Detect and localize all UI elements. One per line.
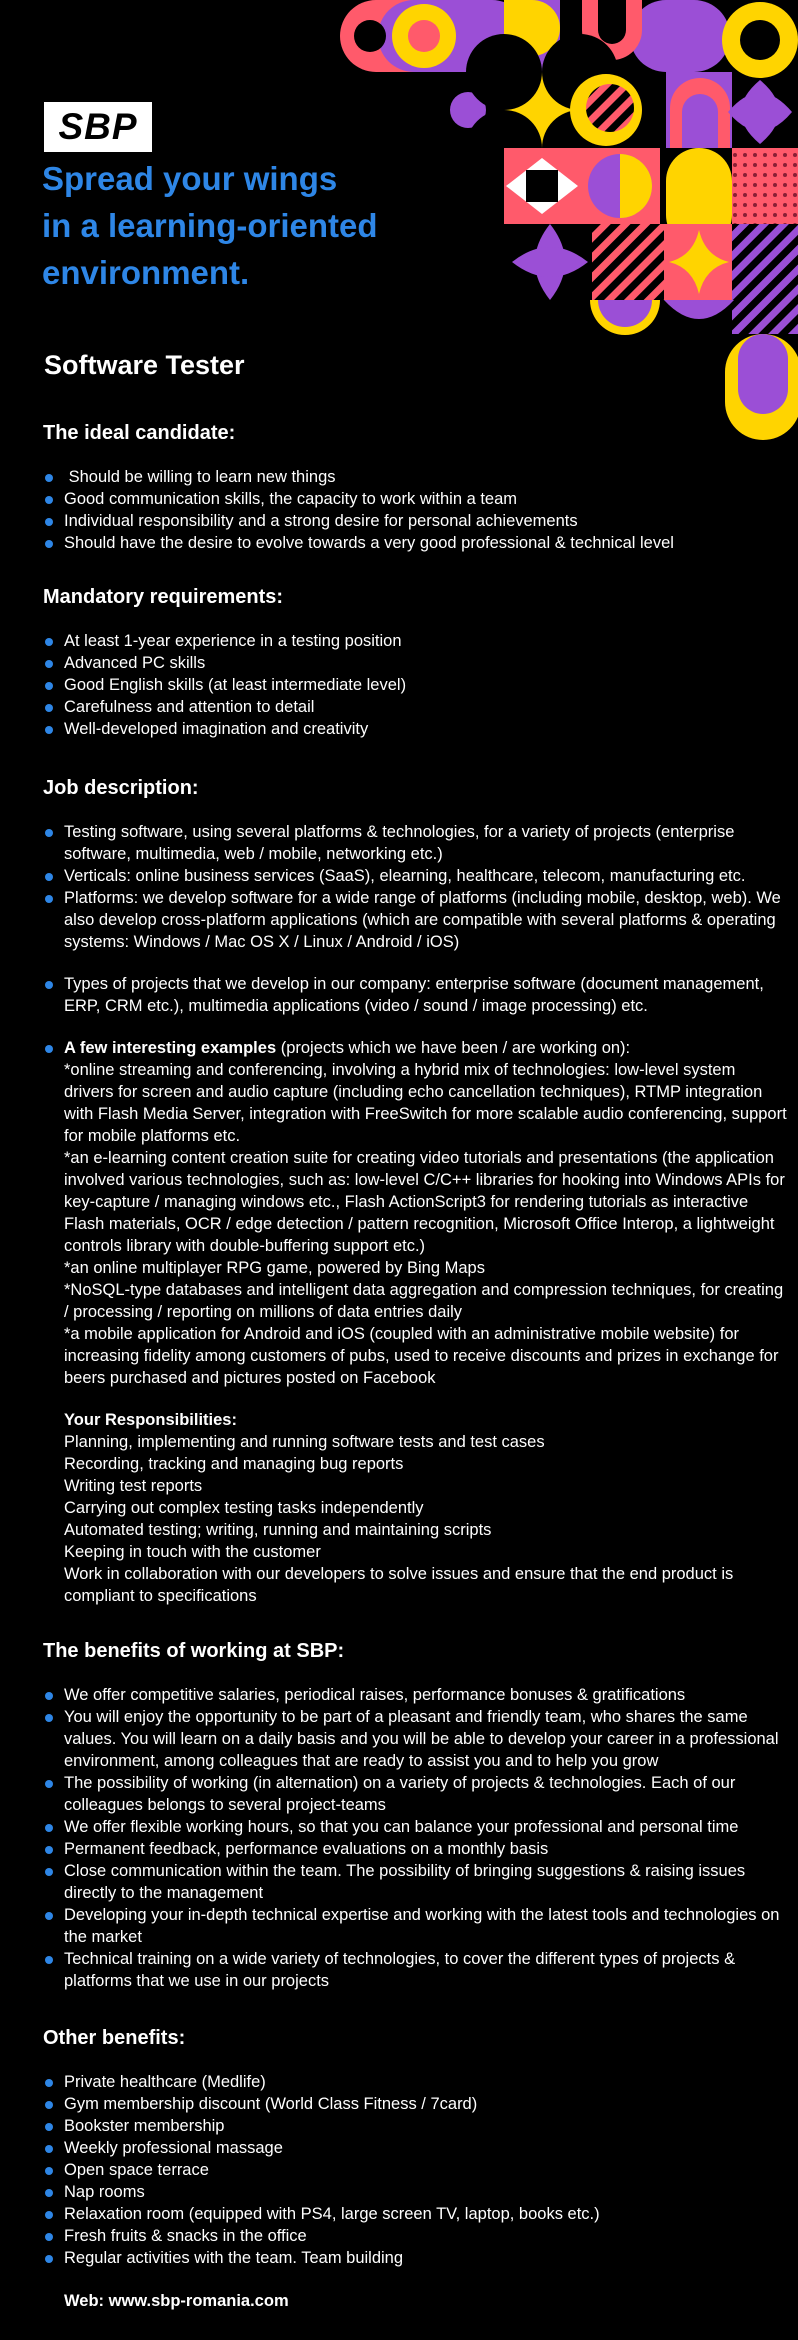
bullet-icon xyxy=(45,873,53,881)
list-item: Permanent feedback, performance evaluations on a monthly basis xyxy=(43,1838,788,1860)
list-item: Should be willing to learn new things xyxy=(43,466,788,488)
list-item: A few interesting examples (projects which we have been / are working on): *online streaming and conferencing, involving a hybrid mix of technologies: low-level system drivers for screen and audio capture (including echo cancellation techniques), RTMP integration with Flash Media Server, integration with FreeSwitch for more scalable audio conferencing, support for mobile platforms etc. *an e-learning content creation suite for creating video tutorials and presentations (the application involved various technologies, such as: low-level C/C++ libraries for hooking into Windows APIs for key-capture / managing windows etc., Flash ActionScript3 for rendering tutorials as interactive Flash materials, OCR / edge detection / pattern recognition, Microsoft Office Interop, a lightweight controls library with double-buffering support etc.) *an online multiplayer RPG game, powered by Bing Maps *NoSQL-type databases and intelligent data aggregation and compression techniques, for creating / processing / reporting on millions of data entries daily *a mobile application for Android and iOS (coupled with an administrative mobile website) for increasing fidelity among customers of pubs, used to receive discounts and prizes in exchange for beers purchased and pictures posted on Facebook Your Responsibilities: Planning, implementing and running software tests and test cases Recording, tracking and managing bug reports Writing test reports Carrying out complex testing tasks independently Automated testing; writing, running and maintaining scripts Keeping in touch with the customer Work in collaboration with our developers to solve issues and ensure that the end product is compliant to specifications xyxy=(43,1037,788,1607)
sbp-logo: SBP xyxy=(44,102,152,152)
list-item: Carefulness and attention to detail xyxy=(43,696,788,718)
bullet-icon xyxy=(45,895,53,903)
job-title: Software Tester xyxy=(44,350,245,380)
list-item: Weekly professional massage xyxy=(43,2137,788,2159)
example-item: *an online multiplayer RPG game, powered by Bing Maps xyxy=(64,1259,485,1277)
bullet-icon xyxy=(45,1956,53,1964)
example-item: *an e-learning content creation suite for creating video tutorials and presentations (the application involved various technologies, such as: low-level C/C++ libraries for hooking into Windows APIs for key-capture / managing windows etc., Flash ActionScript3 for rendering tutorials as interactive Flash materials, OCR / edge detection / pattern recognition, Microsoft Office Interop, a lightweight controls library with double-buffering support etc.) xyxy=(64,1149,785,1255)
headline-line-3: environment. xyxy=(42,254,250,291)
list-item: Verticals: online business services (SaaS), elearning, healthcare, telecom, manufacturing etc. xyxy=(43,865,788,887)
mandatory-requirements-section xyxy=(43,584,788,740)
list-item: Bookster membership xyxy=(43,2115,788,2137)
list-item: Relaxation room (equipped with PS4, large screen TV, laptop, books etc.) xyxy=(43,2203,788,2225)
bullet-icon xyxy=(45,2189,53,2197)
mandatory-requirements-list xyxy=(43,630,788,740)
job-description-list xyxy=(43,821,788,953)
other-benefits-section xyxy=(43,2025,788,2269)
bullet-icon xyxy=(45,1868,53,1876)
bullet-icon xyxy=(45,1714,53,1722)
list-item: We offer flexible working hours, so that you can balance your professional and personal time xyxy=(43,1816,788,1838)
bullet-icon xyxy=(45,540,53,548)
responsibility-item: Work in collaboration with our developers to solve issues and ensure that the end product is compliant to specifications xyxy=(64,1565,734,1605)
examples-title: A few interesting examples xyxy=(64,1039,277,1057)
list-item: Good communication skills, the capacity to work within a team xyxy=(43,488,788,510)
job-description-section xyxy=(43,775,788,1607)
headline-line-1: Spread your wings xyxy=(42,160,338,197)
bullet-icon xyxy=(45,726,53,734)
list-item: Platforms: we develop software for a wide range of platforms (including mobile, desktop, web). We also develop cross-platform applications (which are compatible with several platforms & operating systems: Windows / Mac OS X / Linux / Android / iOS) xyxy=(43,887,788,953)
list-item: Individual responsibility and a strong desire for personal achievements xyxy=(43,510,788,532)
bullet-icon xyxy=(45,981,53,989)
example-item: *online streaming and conferencing, involving a hybrid mix of technologies: low-level system drivers for screen and audio capture (including echo cancellation techniques), RTMP integration with Flash Media Server, integration with FreeSwitch for more scalable audio conferencing, support for mobile platforms etc. xyxy=(64,1061,787,1145)
bullet-icon xyxy=(45,682,53,690)
other-benefits-heading: Other benefits: xyxy=(43,2027,186,2049)
bullet-icon xyxy=(45,474,53,482)
bullet-icon xyxy=(45,1846,53,1854)
list-item: Close communication within the team. The possibility of bringing suggestions & raising issues directly to the management xyxy=(43,1860,788,1904)
list-item: Types of projects that we develop in our company: enterprise software (document management, ERP, CRM etc.), multimedia applications (video / sound / image processing) etc. xyxy=(43,973,788,1017)
list-item: Technical training on a wide variety of technologies, to cover the different types of projects & platforms that we use in our projects xyxy=(43,1948,788,1992)
bullet-icon xyxy=(45,1692,53,1700)
headline-line-2: in a learning-oriented xyxy=(42,207,378,244)
example-item: *NoSQL-type databases and intelligent data aggregation and compression techniques, for creating / processing / reporting on millions of data entries daily xyxy=(64,1281,784,1321)
list-item: We offer competitive salaries, periodical raises, performance bonuses & gratifications xyxy=(43,1684,788,1706)
bullet-icon xyxy=(45,1045,53,1053)
bullet-icon xyxy=(45,829,53,837)
list-item: Developing your in-depth technical expertise and working with the latest tools and technologies on the market xyxy=(43,1904,788,1948)
ideal-candidate-list xyxy=(43,466,788,554)
examples-list xyxy=(43,1037,788,1607)
other-benefits-list xyxy=(43,2071,788,2269)
bullet-icon xyxy=(45,2211,53,2219)
list-item: You will enjoy the opportunity to be part of a pleasant and friendly team, who shares the same values. You will learn on a daily basis and you will be able to develop your career in a professional environment, among colleagues that are ready to assist you and to help you grow xyxy=(43,1706,788,1772)
list-item: Nap rooms xyxy=(43,2181,788,2203)
bullet-icon xyxy=(45,2255,53,2263)
project-types-list xyxy=(43,973,788,1017)
list-item: Open space terrace xyxy=(43,2159,788,2181)
list-item: Should have the desire to evolve towards a very good professional & technical level xyxy=(43,532,788,554)
benefits-list xyxy=(43,1684,788,1992)
responsibility-item: Writing test reports xyxy=(64,1477,203,1495)
list-item: Gym membership discount (World Class Fitness / 7card) xyxy=(43,2093,788,2115)
ideal-candidate-heading: The ideal candidate: xyxy=(43,422,236,444)
bullet-icon xyxy=(45,518,53,526)
job-description-heading: Job description: xyxy=(43,777,199,799)
headline xyxy=(42,155,462,296)
bullet-icon xyxy=(45,1780,53,1788)
bullet-icon xyxy=(45,638,53,646)
website-link[interactable]: Web: www.sbp-romania.com xyxy=(64,2292,289,2310)
benefits-heading: The benefits of working at SBP: xyxy=(43,1640,345,1662)
responsibilities-title: Your Responsibilities: xyxy=(64,1411,237,1429)
bullet-icon xyxy=(45,2079,53,2087)
list-item: Regular activities with the team. Team building xyxy=(43,2247,788,2269)
responsibility-item: Automated testing; writing, running and maintaining scripts xyxy=(64,1521,492,1539)
list-item: Private healthcare (Medlife) xyxy=(43,2071,788,2093)
list-item: Testing software, using several platforms & technologies, for a variety of projects (enterprise software, multimedia, web / mobile, networking etc.) xyxy=(43,821,788,865)
bullet-icon xyxy=(45,1824,53,1832)
list-item: Fresh fruits & snacks in the office xyxy=(43,2225,788,2247)
bullet-icon xyxy=(45,2145,53,2153)
list-item: At least 1-year experience in a testing position xyxy=(43,630,788,652)
bullet-icon xyxy=(45,2233,53,2241)
benefits-section xyxy=(43,1638,788,1992)
responsibility-item: Planning, implementing and running software tests and test cases xyxy=(64,1433,545,1451)
bullet-icon xyxy=(45,704,53,712)
list-item: Well-developed imagination and creativity xyxy=(43,718,788,740)
bullet-icon xyxy=(45,2123,53,2131)
responsibility-item: Recording, tracking and managing bug reports xyxy=(64,1455,404,1473)
list-item: The possibility of working (in alternation) on a variety of projects & technologies. Each of our colleagues belongs to several project-teams xyxy=(43,1772,788,1816)
list-item: Good English skills (at least intermediate level) xyxy=(43,674,788,696)
responsibility-item: Keeping in touch with the customer xyxy=(64,1543,321,1561)
example-item: *a mobile application for Android and iOS (coupled with an administrative mobile website) for increasing fidelity among customers of pubs, used to receive discounts and prizes in exchange for beers purchased and pictures posted on Facebook xyxy=(64,1325,779,1387)
mandatory-requirements-heading: Mandatory requirements: xyxy=(43,586,284,608)
bullet-icon xyxy=(45,2101,53,2109)
bullet-icon xyxy=(45,496,53,504)
bullet-icon xyxy=(45,660,53,668)
ideal-candidate-section xyxy=(43,420,788,554)
list-item: Advanced PC skills xyxy=(43,652,788,674)
bullet-icon xyxy=(45,2167,53,2175)
responsibility-item: Carrying out complex testing tasks independently xyxy=(64,1499,424,1517)
bullet-icon xyxy=(45,1912,53,1920)
